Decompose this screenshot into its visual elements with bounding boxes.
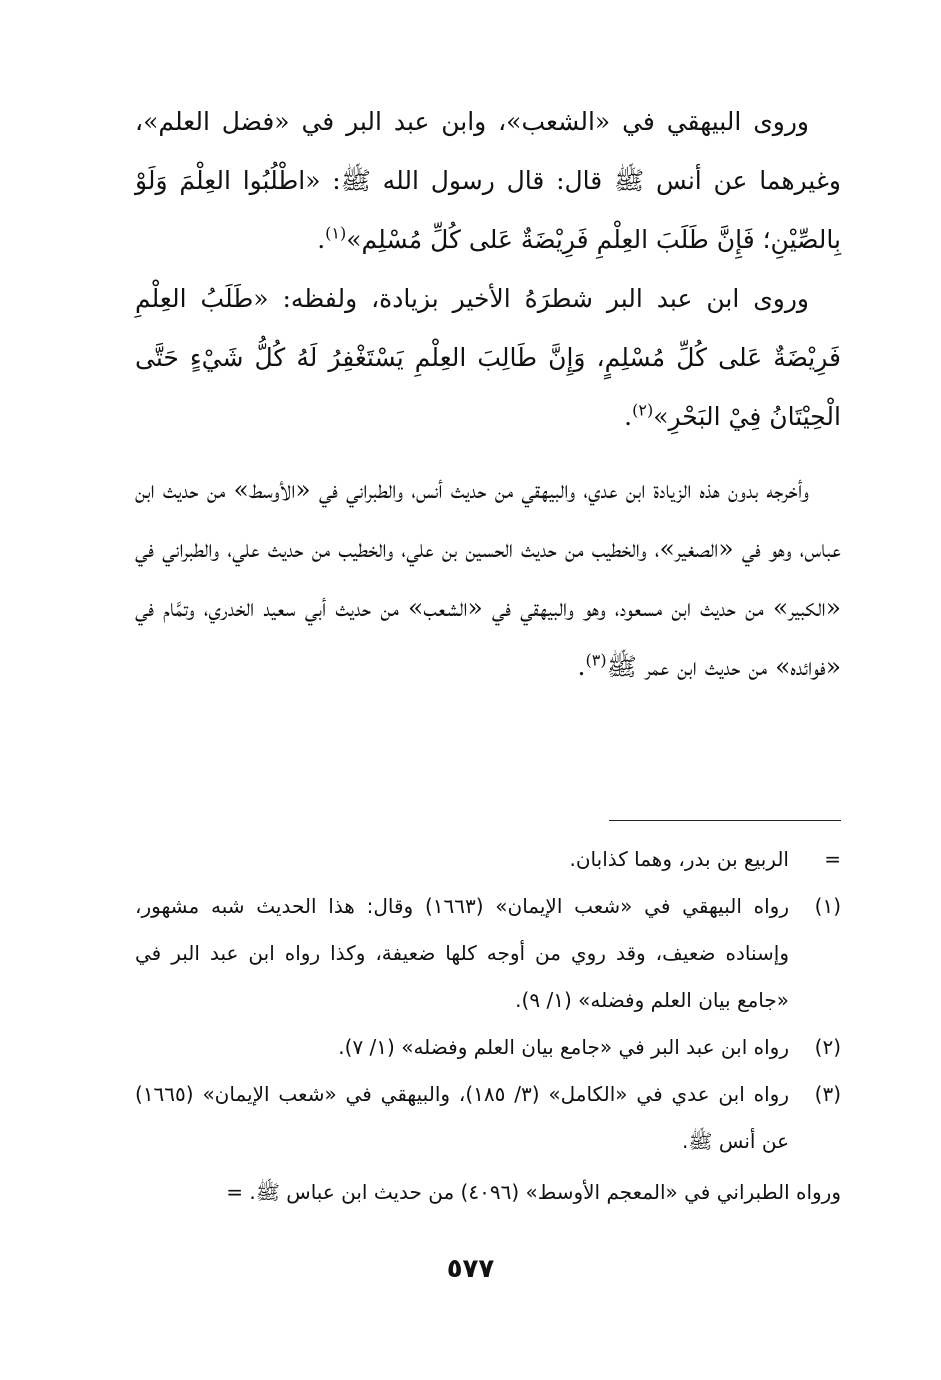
paragraph [135,269,841,446]
footnote-reference: (٣) [585,650,607,670]
main-text [135,92,841,696]
paragraph [135,92,841,269]
footnote [135,1024,841,1071]
paragraph-terminator: . [624,402,633,431]
footnote-text: الربيع بن بدر، وهما كذابان. [569,847,789,871]
footnotes [135,836,841,1216]
paragraph-text: وأخرجه بدون هذه الزيادة ابن عدي، والبيهقي من حديث أنس، والطبراني في «الأوسط» من حديث ابن عباس، وهو في «الصغير»، والخطيب من حديث الحسين بن علي، والخطيب من حديث علي، والطبراني في «الكبير» من حديث ابن مسعود، وهو والبيهقي في «الشعب» من حديث أبي سعيد الخدري، وتمَّام في «فوائده» من حديث ابن عمر ﷺ [135,475,841,681]
footnote-continuation [135,836,841,883]
footnote-divider [609,820,841,821]
paragraph-terminator: . [317,225,326,254]
footnote-marker: (٣) [814,1082,841,1106]
footnote-tail: ورواه الطبراني في «المعجم الأوسط» (٤٠٩٦) من حديث ابن عباس ﷺ. = [226,1180,841,1204]
footnote [135,883,841,1024]
paragraph [135,460,841,696]
footnote-text: رواه ابن عبد البر في «جامع بيان العلم وفضله» (١/ ٧). [338,1035,789,1059]
page-number: ٥٧٧ [446,1254,495,1284]
paragraph-text: وروى ابن عبد البر شطرَهُ الأخير بزيادة، ولفظه: «طَلَبُ العِلْمِ فَرِيْضَةٌ عَلى كُلِّ مُسْلِمٍ، وَإِنَّ طَالِبَ العِلْمِ يَسْتَغْفِرُ لَهُ كُلُّ شَيْءٍ حَتَّى الْحِيْتَانُ فِيْ البَحْرِ» [135,284,842,431]
footnote-marker: = [824,847,841,871]
footnote-reference: (٢) [632,400,654,420]
footnote [135,1071,841,1165]
footnote-text: رواه ابن عدي في «الكامل» (٣/ ١٨٥)، والبيهقي في «شعب الإيمان» (١٦٦٥) عن أنس ﷺ. [135,1082,789,1153]
paragraph-terminator: . [577,652,586,681]
footnote-reference: (١) [325,223,347,243]
paragraph-text: وروى البيهقي في «الشعب»، وابن عبد البر في «فضل العلم»، وغيرهما عن أنس ﷺ قال: قال رسول الله ﷺ: «اطْلُبُوا العِلْمَ وَلَوْ بِالصِّيْنِ؛ فَإِنَّ طَلَبَ العِلْمِ فَرِيْضَةٌ عَلى كُلِّ مُسْلِم» [135,107,841,254]
footnote-marker: (٢) [814,1035,841,1059]
footnote-text: رواه البيهقي في «شعب الإيمان» (١٦٦٣) وقال: هذا الحديث شبه مشهور، وإسناده ضعيف، وقد روي من أوجه كلها ضعيفة، وكذا رواه ابن عبد البر في «جامع بيان العلم وفضله» (١/ ٩). [135,894,789,1012]
footnote-marker: (١) [814,894,841,918]
